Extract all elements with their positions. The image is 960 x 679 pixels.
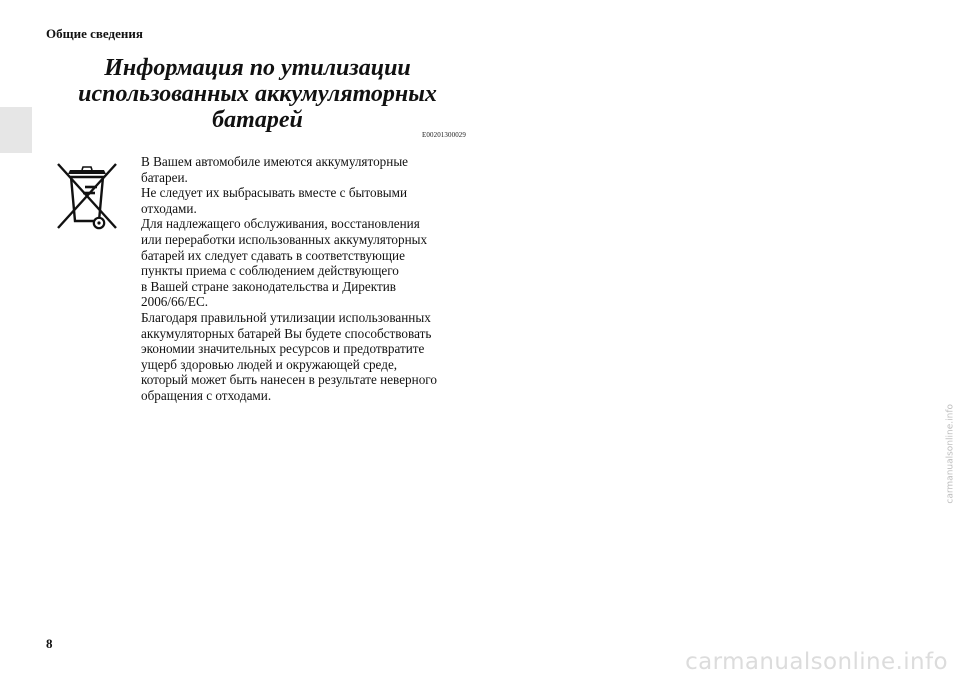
body-line: батарей их следует сдавать в соответствующие (141, 247, 405, 263)
title-line-3: батарей (212, 107, 303, 133)
body-line: 2006/66/EC. (141, 294, 209, 310)
page-number: 8 (46, 636, 53, 651)
body-line: который может быть нанесен в результате неверного (141, 372, 437, 388)
body-line: ущерб здоровью людей и окружающей среде, (141, 356, 398, 372)
body-line: в Вашей стране законодательства и Директив (141, 278, 397, 294)
title-line-1: Информация по утилизации (104, 55, 411, 81)
title-line-2: использованных аккумуляторных (78, 81, 437, 107)
page-title (60, 55, 455, 133)
body-line: аккумуляторных батарей Вы будете способствовать (141, 325, 432, 341)
site-watermark: carmanualsonline.info (685, 649, 948, 675)
body-line: В Вашем автомобиле имеются аккумуляторные (141, 154, 409, 169)
section-tab-marker (0, 107, 32, 153)
side-watermark: carmanualsonline.info (946, 404, 956, 504)
body-line: экономии значительных ресурсов и предотвратите (141, 341, 425, 357)
body-line: Для надлежащего обслуживания, восстановления (141, 216, 420, 232)
body-line: Благодаря правильной утилизации использованных (141, 309, 431, 325)
body-line: пункты приема с соблюдением действующего (141, 263, 399, 279)
body-line: батареи. (141, 169, 188, 185)
body-line: или переработки использованных аккумуляторных (141, 231, 428, 247)
body-line: отходами. (141, 200, 197, 216)
document-code: E00201300029 (422, 131, 466, 139)
crossed-out-wheelie-bin-icon (52, 158, 122, 234)
body-line: Не следует их выбрасывать вместе с бытовыми (141, 185, 408, 201)
body-line: обращения с отходами. (141, 387, 272, 403)
body-text (141, 154, 471, 404)
section-header: Общие сведения (46, 26, 143, 41)
